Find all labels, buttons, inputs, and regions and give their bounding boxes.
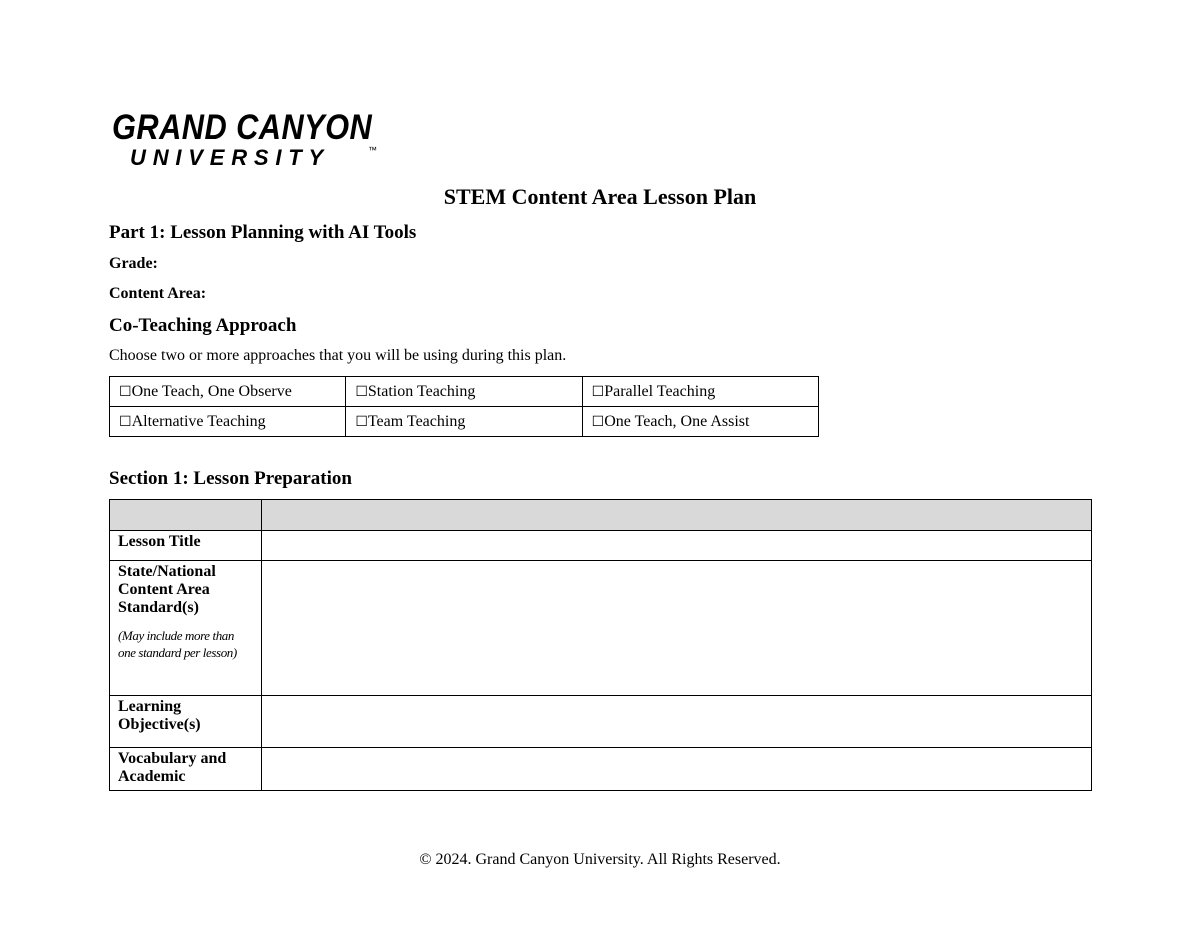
row-label: State/National Content Area Standard(s) bbox=[118, 563, 216, 616]
option-alternative-teaching[interactable] bbox=[110, 407, 346, 437]
option-label: Team Teaching bbox=[367, 412, 466, 430]
header-cell bbox=[262, 500, 1092, 531]
option-one-teach-one-assist[interactable] bbox=[582, 407, 818, 437]
row-label-cell bbox=[110, 561, 262, 696]
logo-trademark: ™ bbox=[368, 145, 377, 155]
standards-field[interactable] bbox=[262, 561, 1092, 696]
vocabulary-field[interactable] bbox=[262, 748, 1092, 791]
row-label: Learning Objective(s) bbox=[110, 696, 262, 748]
table-row bbox=[110, 696, 1092, 748]
checkbox-icon[interactable]: ☐ bbox=[591, 413, 605, 430]
table-row bbox=[110, 531, 1092, 561]
row-note: (May include more than one standard per lesson) bbox=[118, 628, 237, 660]
grade-label: Grade: bbox=[109, 255, 158, 272]
lesson-title-field[interactable] bbox=[262, 531, 1092, 561]
checkbox-icon[interactable]: ☐ bbox=[355, 383, 368, 400]
lesson-preparation-table bbox=[109, 499, 1092, 791]
option-label: Station Teaching bbox=[367, 382, 476, 400]
coteaching-instruction: Choose two or more approaches that you will be using during this plan. bbox=[109, 347, 567, 364]
option-parallel-teaching[interactable] bbox=[582, 377, 818, 407]
header-cell bbox=[110, 500, 262, 531]
coteaching-options-table bbox=[109, 376, 819, 437]
option-label: One Teach, One Assist bbox=[604, 412, 750, 430]
learning-objectives-field[interactable] bbox=[262, 696, 1092, 748]
logo-line-2: UNIVERSITY bbox=[130, 145, 331, 170]
checkbox-icon[interactable]: ☐ bbox=[591, 383, 605, 400]
checkbox-icon[interactable]: ☐ bbox=[119, 413, 132, 430]
copyright-footer: © 2024. Grand Canyon University. All Rights Reserved. bbox=[419, 851, 781, 868]
option-one-teach-one-observe[interactable] bbox=[110, 377, 346, 407]
option-label: Alternative Teaching bbox=[131, 412, 266, 430]
row-label: Vocabulary and Academic bbox=[110, 748, 262, 791]
coteaching-heading: Co-Teaching Approach bbox=[109, 315, 297, 336]
table-row bbox=[110, 748, 1092, 791]
table-row bbox=[110, 561, 1092, 696]
option-team-teaching[interactable] bbox=[346, 407, 582, 437]
checkbox-icon[interactable]: ☐ bbox=[119, 383, 132, 400]
content-area-label: Content Area: bbox=[109, 285, 207, 302]
option-station-teaching[interactable] bbox=[346, 377, 582, 407]
table-header-row bbox=[110, 500, 1092, 531]
row-label: Lesson Title bbox=[110, 531, 262, 561]
checkbox-icon[interactable]: ☐ bbox=[355, 413, 368, 430]
option-label: One Teach, One Observe bbox=[131, 382, 292, 400]
part1-heading: Part 1: Lesson Planning with AI Tools bbox=[109, 222, 417, 243]
logo-line-1: GRAND CANYON bbox=[112, 108, 373, 147]
page-title: STEM Content Area Lesson Plan bbox=[443, 184, 757, 209]
university-logo bbox=[112, 110, 392, 172]
section1-heading: Section 1: Lesson Preparation bbox=[109, 468, 352, 489]
option-label: Parallel Teaching bbox=[604, 382, 716, 400]
